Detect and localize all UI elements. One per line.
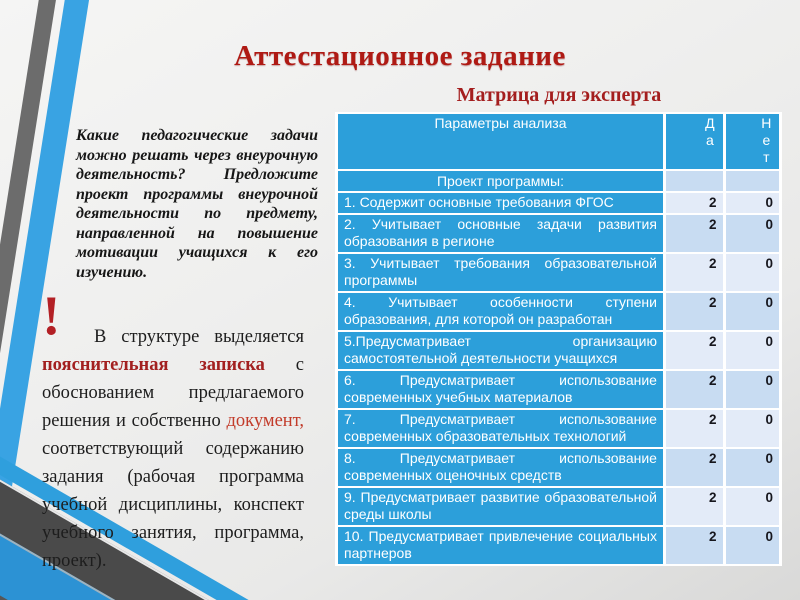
row-no-value: 0: [726, 371, 780, 408]
note-tail: соответствующий содержанию задания (рабочая программа учебной дисциплины, конспект учебного занятия, программа, проект).: [42, 438, 304, 571]
row-label: 8. Предусматривает использование современных оценочных средств: [338, 449, 663, 486]
row-no-value: 0: [726, 332, 780, 369]
row-no-value: 0: [726, 215, 780, 252]
table-header-row: [338, 114, 779, 169]
table-row: [338, 215, 779, 252]
note-text: [42, 323, 304, 575]
row-label: 3. Учитывает требования образовательной программы: [338, 254, 663, 291]
row-yes-value: 2: [666, 332, 723, 369]
row-no-value: 0: [726, 254, 780, 291]
row-label: 2. Учитывает основные задачи развития образования в регионе: [338, 215, 663, 252]
note-lead: В структуре выделяется: [94, 326, 304, 347]
row-yes-value: 2: [666, 449, 723, 486]
table-row: [338, 410, 779, 447]
row-yes-value: 2: [666, 410, 723, 447]
matrix-table-body: [338, 114, 779, 564]
expert-matrix-table: [335, 112, 782, 566]
slide-title: Аттестационное задание: [234, 40, 566, 72]
table-row: [338, 449, 779, 486]
table-row: [338, 332, 779, 369]
row-yes-value: 2: [666, 193, 723, 213]
table-row: [338, 193, 779, 213]
matrix-title: Матрица для эксперта: [456, 84, 662, 106]
section-yes-cell: [666, 171, 723, 191]
exclamation-mark: !: [42, 285, 61, 347]
row-yes-value: 2: [666, 371, 723, 408]
row-label: 7. Предусматривает использование современных образовательных технологий: [338, 410, 663, 447]
question-text: Какие педагогические задачи можно решать через внеурочную деятельность? Предложите проект программы внеурочной деятельности по предмету, направленной на повышение мотивации учащихся к его изучению.: [76, 127, 318, 281]
row-yes-value: 2: [666, 215, 723, 252]
row-yes-value: 2: [666, 293, 723, 330]
row-label: 9. Предусматривает развитие образовательной среды школы: [338, 488, 663, 525]
row-yes-value: 2: [666, 488, 723, 525]
row-no-value: 0: [726, 410, 780, 447]
section-label: Проект программы:: [338, 171, 663, 191]
table-row: [338, 293, 779, 330]
table-row: [338, 527, 779, 564]
header-no: Нет: [726, 114, 780, 169]
row-no-value: 0: [726, 488, 780, 525]
row-label: 6. Предусматривает использование современных учебных материалов: [338, 371, 663, 408]
row-label: 4. Учитывает особенности ступени образования, для которой он разработан: [338, 293, 663, 330]
table-row: [338, 254, 779, 291]
row-no-value: 0: [726, 193, 780, 213]
note-highlight-bold: пояснительная записка: [42, 354, 265, 375]
header-parameters: Параметры анализа: [338, 114, 663, 169]
row-no-value: 0: [726, 293, 780, 330]
row-label: 5.Предусматривает организацию самостоятельной деятельности учащихся: [338, 332, 663, 369]
table-row: [338, 371, 779, 408]
row-yes-value: 2: [666, 527, 723, 564]
table-section-row: [338, 171, 779, 191]
note-highlight-red: документ,: [226, 410, 305, 431]
section-no-cell: [726, 171, 780, 191]
row-yes-value: 2: [666, 254, 723, 291]
header-yes: Да: [666, 114, 723, 169]
table-row: [338, 488, 779, 525]
row-label: 1. Содержит основные требования ФГОС: [338, 193, 663, 213]
note-mid: с обоснованием предлагаемого решения и собственно: [42, 354, 305, 431]
row-no-value: 0: [726, 527, 780, 564]
row-no-value: 0: [726, 449, 780, 486]
row-label: 10. Предусматривает привлечение социальных партнеров: [338, 527, 663, 564]
